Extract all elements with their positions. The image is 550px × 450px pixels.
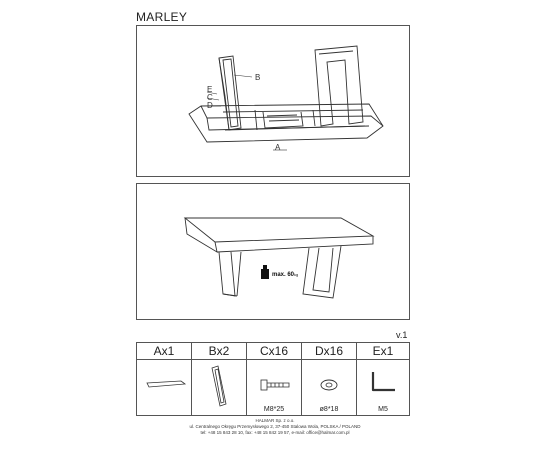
part-d: [302, 343, 357, 415]
footer-address: ul. Centralnego Okręgu Przemysłowego 2, 37-450 Stalowa Wola, POLSKA / POLAND: [189, 424, 361, 429]
finished-table-diagram: [137, 184, 409, 319]
leg-frame-icon: [192, 360, 247, 415]
part-c: [247, 343, 302, 415]
footer-contact: tel: +48 15 843 28 10, fax: +48 15 842 19 57, e-mail: office@halmar.com.pl: [200, 430, 350, 435]
part-b: [192, 343, 247, 415]
assembly-diagram: [137, 26, 409, 176]
footer-company: HALMAR Sp. z o.o.: [255, 418, 295, 423]
table-top: [185, 218, 373, 242]
label-c: C: [207, 93, 213, 102]
assembly-diagram-panel: [136, 25, 410, 177]
part-e: [357, 343, 409, 415]
part-quantity: Ax1: [153, 344, 175, 358]
label-e: E: [207, 85, 213, 94]
part-spec: ø8*18: [319, 406, 339, 413]
part-spec: M5: [378, 406, 388, 413]
part-spec: M8*25: [263, 406, 285, 413]
label-a: A: [275, 143, 281, 152]
finished-table-panel: [136, 183, 410, 320]
load-unit: kg: [294, 272, 299, 277]
part-quantity: Cx16: [259, 344, 288, 358]
document-title: MARLEY: [136, 10, 188, 24]
weight-icon: [261, 265, 269, 279]
parts-list: [136, 342, 410, 416]
version-label: v.1: [396, 330, 408, 340]
company-footer: [0, 418, 550, 436]
tabletop-icon: [137, 360, 192, 415]
part-quantity: Dx16: [314, 344, 343, 358]
label-d: D: [207, 101, 213, 110]
part-a: [137, 343, 192, 415]
part-quantity: Bx2: [208, 344, 230, 358]
part-quantity: Ex1: [372, 344, 394, 358]
load-capacity: max. 60: [272, 272, 295, 278]
label-b: B: [255, 73, 261, 82]
